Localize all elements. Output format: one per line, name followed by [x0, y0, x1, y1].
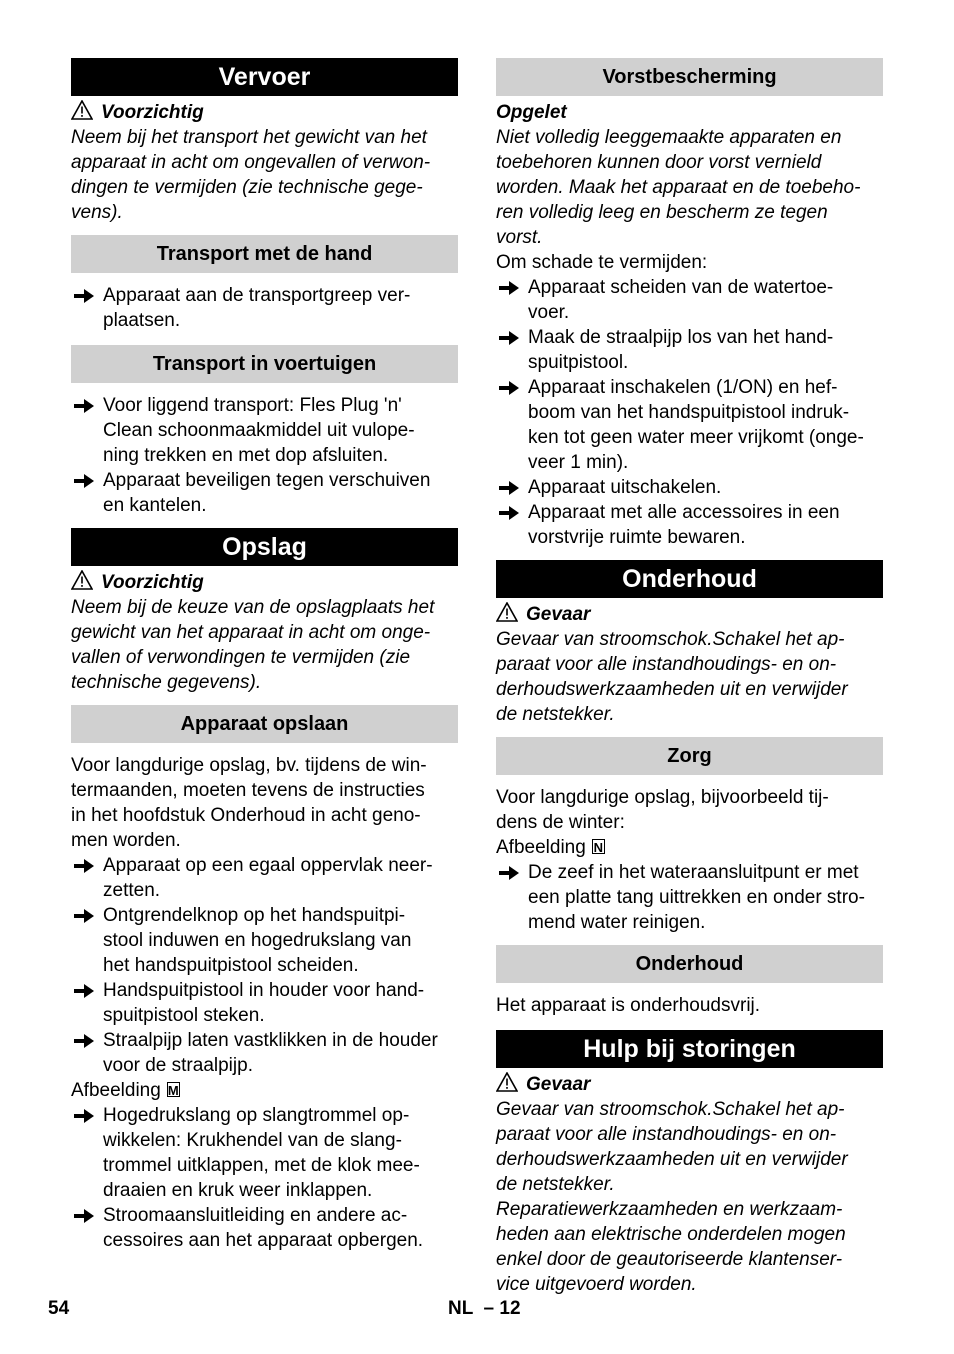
caution-label: Voorzichtig: [71, 100, 458, 125]
danger-text: Gevaar van stroomschok.Schakel het ap- paraat voor alle instandhoudings- en on- derhoudswerkzaamheden uit en verwijder de netstekker. Reparatiewerkzaamheden en werkzaam- heden aan elektrische onderdelen mogen enkel door de geautoriseerde klantenser- vice uitgevoerd worden.: [496, 1099, 848, 1295]
warning-triangle-icon: [71, 570, 93, 590]
warning-triangle-icon: [496, 602, 518, 622]
list-item: Apparaat inschakelen (1/ON) en hef- boom van het handspuitpistool indruk- ken tot geen water meer vrijkomt (onge- veer 1 min).: [496, 375, 883, 475]
arrow-right-icon: [499, 475, 519, 500]
arrow-right-icon: [499, 375, 519, 400]
figure-letter-box: M: [167, 1083, 179, 1098]
notice-text: Niet volledig leeggemaakte apparaten en toebehoren kunnen door vorst vernield worden. Maak het apparaat en de toebeho- ren volledig leeg en bescherm ze tegen vorst.: [496, 127, 861, 248]
arrow-right-icon: [74, 903, 94, 928]
figure-letter-box: N: [593, 840, 603, 855]
page-reference: NL – 12: [448, 1298, 521, 1319]
list-item: Apparaat op een egaal oppervlak neer- zetten.: [71, 853, 458, 903]
caution-text: Neem bij het transport het gewicht van het apparaat in acht om ongevallen of verwon- dingen te vermijden (zie technische gege- vens).: [71, 127, 431, 223]
list-item: Stroomaansluitleiding en andere ac- cessoires aan het apparaat opbergen.: [71, 1203, 458, 1253]
maintenance-free-text: Het apparaat is onderhoudsvrij.: [496, 995, 761, 1016]
heading-onderhoud: Onderhoud: [496, 560, 883, 598]
list-item: De zeef in het wateraansluitpunt er met een platte tang uittrekken en onder stro- mend water reinigen.: [496, 860, 883, 935]
care-intro: Voor langdurige opslag, bijvoorbeeld tij- dens de winter:: [496, 787, 829, 833]
heading-hulp-bij-storingen: Hulp bij storingen: [496, 1030, 883, 1068]
arrow-right-icon: [74, 1203, 94, 1228]
arrow-right-icon: [499, 860, 519, 885]
list-item: Apparaat uitschakelen.: [496, 475, 883, 500]
arrow-right-icon: [499, 325, 519, 350]
heading-vervoer: Vervoer: [71, 58, 458, 96]
danger-text: Gevaar van stroomschok.Schakel het ap- paraat voor alle instandhoudings- en on- derhoudswerkzaamheden uit en verwijder de netstekker.: [496, 629, 848, 725]
left-column: [71, 58, 458, 1253]
caution-label: Voorzichtig: [71, 570, 458, 595]
heading-zorg: Zorg: [496, 737, 883, 775]
arrow-right-icon: [74, 393, 94, 418]
list-item: Apparaat scheiden van de watertoe- voer.: [496, 275, 883, 325]
notice-label: Opgelet: [496, 102, 567, 123]
warning-triangle-icon: [71, 100, 93, 120]
arrow-right-icon: [74, 468, 94, 493]
caution-text: Neem bij de keuze van de opslagplaats het gewicht van het apparaat in acht om onge- vallen of verwondingen te vermijden (zie technische gegevens).: [71, 597, 435, 693]
heading-vorstbescherming: Vorstbescherming: [496, 58, 883, 96]
list-item: Hogedrukslang op slangtrommel op- wikkelen: Krukhendel van de slang- trommel uitklappen, met de klok mee- draaien en kruk weer inklappen.: [71, 1103, 458, 1203]
list-item: Straalpijp laten vastklikken in de houder voor de straalpijp.: [71, 1028, 458, 1078]
list-item: Voor liggend transport: Fles Plug 'n' Clean schoonmaakmiddel uit vulope- ning trekken en met dop afsluiten.: [71, 393, 458, 468]
heading-transport-vehicles: Transport in voertuigen: [71, 345, 458, 383]
list-item: Apparaat beveiligen tegen verschuiven en kantelen.: [71, 468, 458, 518]
arrow-right-icon: [74, 978, 94, 1003]
danger-label: Gevaar: [496, 602, 883, 627]
heading-opslag: Opslag: [71, 528, 458, 566]
heading-apparaat-opslaan: Apparaat opslaan: [71, 705, 458, 743]
warning-triangle-icon: [496, 1072, 518, 1092]
list-item: Apparaat aan de transportgreep ver- plaatsen.: [71, 283, 458, 333]
list-item: Maak de straalpijp los van het hand- spuitpistool.: [496, 325, 883, 375]
list-item: Ontgrendelknop op het handspuitpi- stool induwen en hogedrukslang van het handspuitpistool scheiden.: [71, 903, 458, 978]
store-intro: Voor langdurige opslag, bv. tijdens de win- termaanden, moeten tevens de instructies in het hoofdstuk Onderhoud in acht geno- men worden.: [71, 755, 427, 851]
danger-label: Gevaar: [496, 1072, 883, 1097]
list-item: Handspuitpistool in houder voor hand- spuitpistool steken.: [71, 978, 458, 1028]
arrow-right-icon: [74, 283, 94, 308]
list-item: Apparaat met alle accessoires in een vorstvrije ruimte bewaren.: [496, 500, 883, 550]
arrow-right-icon: [74, 1103, 94, 1128]
arrow-right-icon: [499, 275, 519, 300]
arrow-right-icon: [74, 1028, 94, 1053]
heading-transport-hand: Transport met de hand: [71, 235, 458, 273]
arrow-right-icon: [74, 853, 94, 878]
figure-reference: Afbeelding M: [71, 1080, 179, 1101]
right-column: [496, 58, 883, 1297]
frost-intro: Om schade te vermijden:: [496, 252, 708, 273]
arrow-right-icon: [499, 500, 519, 525]
heading-sub-onderhoud: Onderhoud: [496, 945, 883, 983]
figure-reference: Afbeelding N: [496, 837, 603, 858]
page-number: 54: [48, 1298, 70, 1319]
